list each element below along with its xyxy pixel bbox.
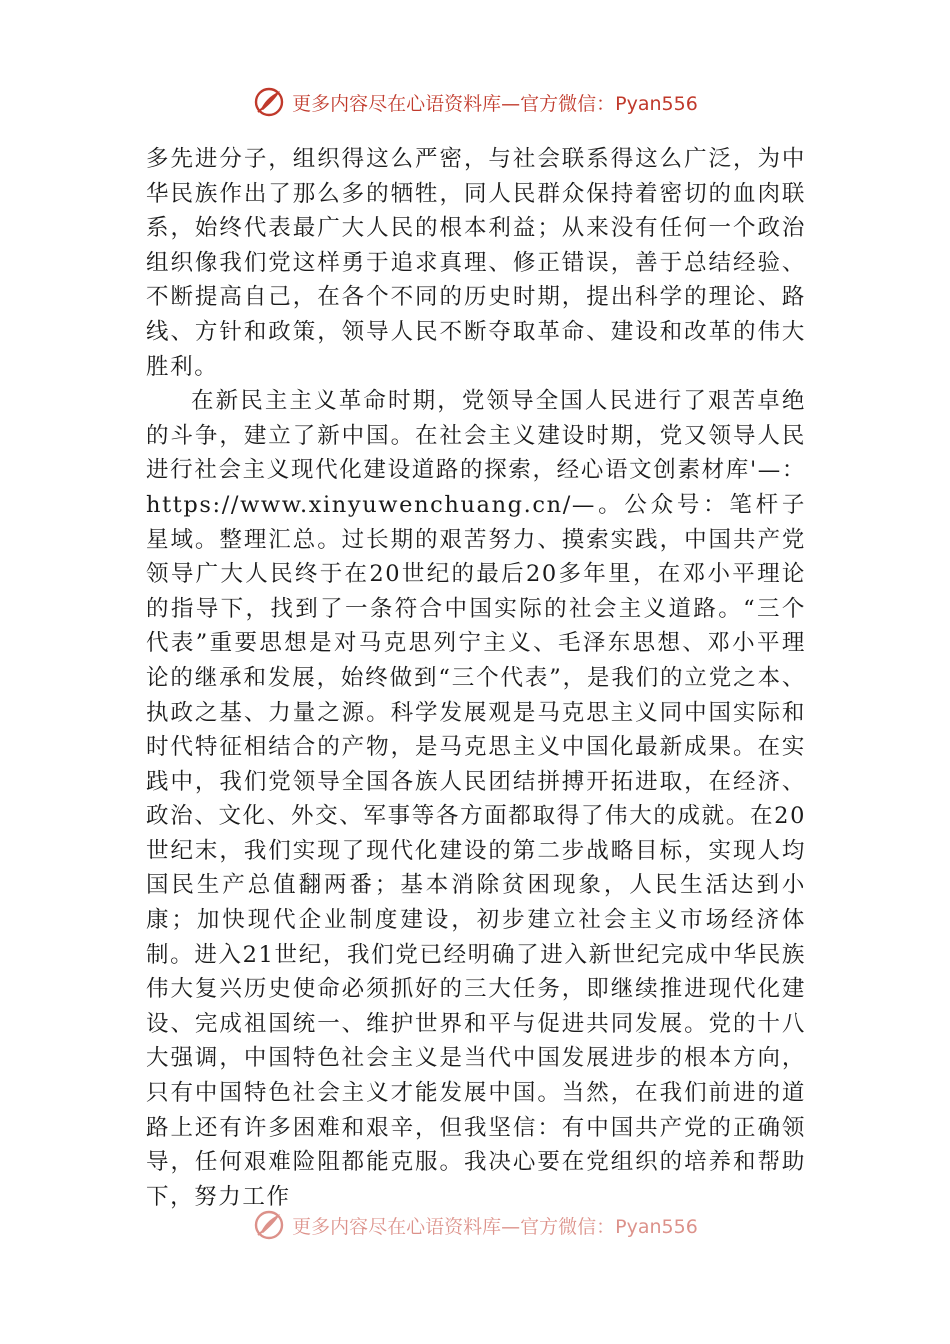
quill-swirl-icon — [252, 1208, 286, 1242]
watermark-text: 更多内容尽在心语资料库—官方微信：Pyan556 — [292, 1215, 698, 1238]
footer-watermark — [0, 1207, 950, 1243]
header-watermark — [0, 84, 950, 120]
watermark-text: 更多内容尽在心语资料库—官方微信：Pyan556 — [292, 92, 698, 115]
paragraph-1: 多先进分子，组织得这么严密，与社会联系得这么广泛，为中华民族作出了那么多的牺牲，同人民群众保持着密切的血肉联系，始终代表最广大人民的根本利益；从来没有任何一个政治组织像我们党这样勇于追求真理、修正错误，善于总结经验、不断提高自己，在各个不同的历史时期，提出科学的理论、路线、方针和政策，领导人民不断夺取革命、建设和改革的伟大胜利。 — [146, 146, 806, 380]
quill-swirl-icon — [252, 85, 286, 119]
document-body — [146, 142, 806, 1216]
paragraph-2: 在新民主主义革命时期，党领导全国人民进行了艰苦卓绝的斗争，建立了新中国。在社会主义建设时期，党又领导人民进行社会主义现代化建设道路的探索，经心语文创素材库'—：https://www.xinyuwenchuang.cn/—。公众号：笔杆子星域。整理汇总。过长期的艰苦努力、摸索实践，中国共产党领导广大人民终于在20世纪的最后20多年里，在邓小平理论的指导下，找到了一条符合中国实际的社会主义道路。“三个代表”重要思想是对马克思列宁主义、毛泽东思想、邓小平理论的继承和发展，始终做到“三个代表”，是我们的立党之本、执政之基、力量之源。科学发展观是马克思主义同中国实际和时代特征相结合的产物，是马克思主义中国化最新成果。在实践中，我们党领导全国各族人民团结拼搏开拓进取，在经济、政治、文化、外交、军事等各方面都取得了伟大的成就。在20世纪末，我们实现了现代化建设的第二步战略目标，实现人均国民生产总值翻两番；基本消除贫困现象，人民生活达到小康；加快现代企业制度建设，初步建立社会主义市场经济体制。进入21世纪，我们党已经明确了进入新世纪完成中华民族伟大复兴历史使命必须抓好的三大任务，即继续推进现代化建设、完成祖国统一、维护世界和平与促进共同发展。党的十八大强调，中国特色社会主义是当代中国发展进步的根本方向，只有中国特色社会主义才能发展中国。当然，在我们前进的道路上还有许多困难和艰辛，但我坚信：有中国共产党的正确领导，任何艰难险阻都能克服。我决心要在党组织的培养和帮助下，努力工作 — [146, 388, 806, 1210]
